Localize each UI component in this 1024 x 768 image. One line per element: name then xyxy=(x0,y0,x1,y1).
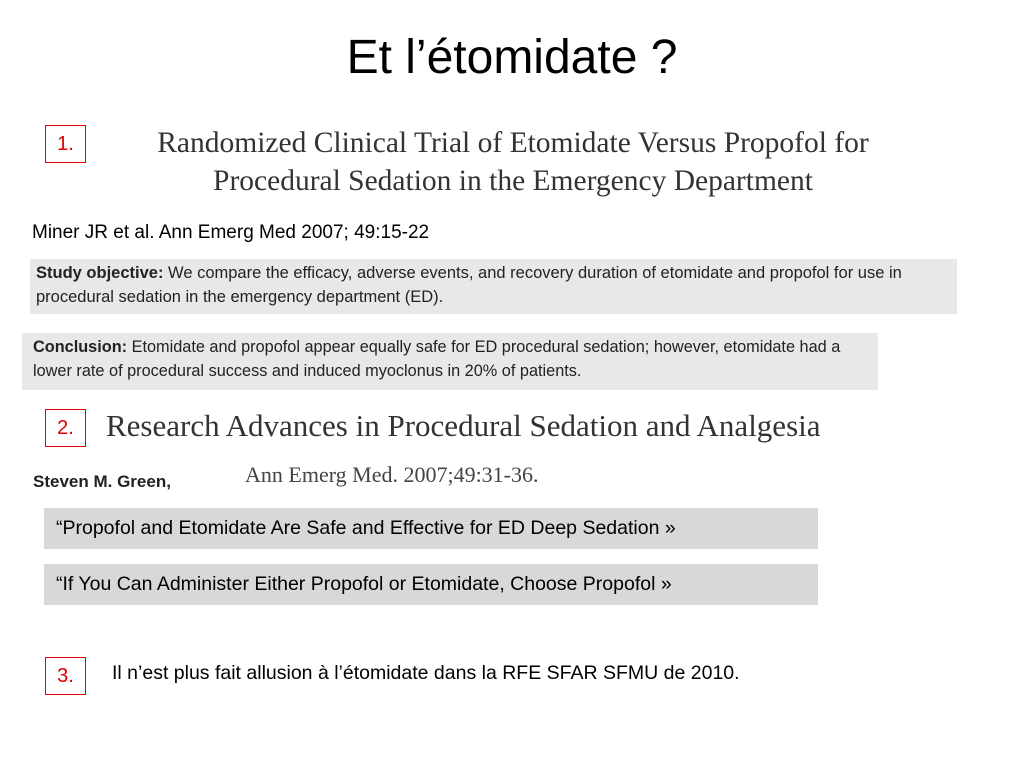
quote-box-1: “Propofol and Etomidate Are Safe and Effective for ED Deep Sedation » xyxy=(44,508,818,549)
item-number-1: 1. xyxy=(45,125,86,163)
slide-title: Et l’étomidate ? xyxy=(346,31,678,84)
item-number-2: 2. xyxy=(45,409,86,447)
conclusion-label: Conclusion: xyxy=(33,338,128,356)
article-title-1-line2: Procedural Sedation in the Emergency Department xyxy=(213,165,813,197)
study-objective-box xyxy=(30,259,957,314)
conclusion-text: Etomidate and propofol appear equally safe for ED procedural sedation; however, etomidate had a lower rate of procedural success and induced myoclonus in 20% of patients. xyxy=(33,338,841,380)
item-3-text: Il n’est plus fait allusion à l’étomidate dans la RFE SFAR SFMU de 2010. xyxy=(112,662,740,684)
conclusion-box xyxy=(22,333,878,390)
author-name: Steven M. Green, xyxy=(33,472,171,491)
article-title-1 xyxy=(100,124,926,200)
reference-1: Miner JR et al. Ann Emerg Med 2007; 49:15-22 xyxy=(32,222,430,243)
quote-box-2: “If You Can Administer Either Propofol or Etomidate, Choose Propofol » xyxy=(44,564,818,605)
article-title-1-line1: Randomized Clinical Trial of Etomidate Versus Propofol for xyxy=(157,127,869,159)
item-number-3: 3. xyxy=(45,657,86,695)
article-title-2: Research Advances in Procedural Sedation and Analgesia xyxy=(106,408,821,443)
objective-text: We compare the efficacy, adverse events, and recovery duration of etomidate and propofol for use in procedural sedation in the emergency department (ED). xyxy=(36,264,902,306)
objective-label: Study objective: xyxy=(36,264,164,282)
journal-reference-2: Ann Emerg Med. 2007;49:31-36. xyxy=(245,462,539,487)
